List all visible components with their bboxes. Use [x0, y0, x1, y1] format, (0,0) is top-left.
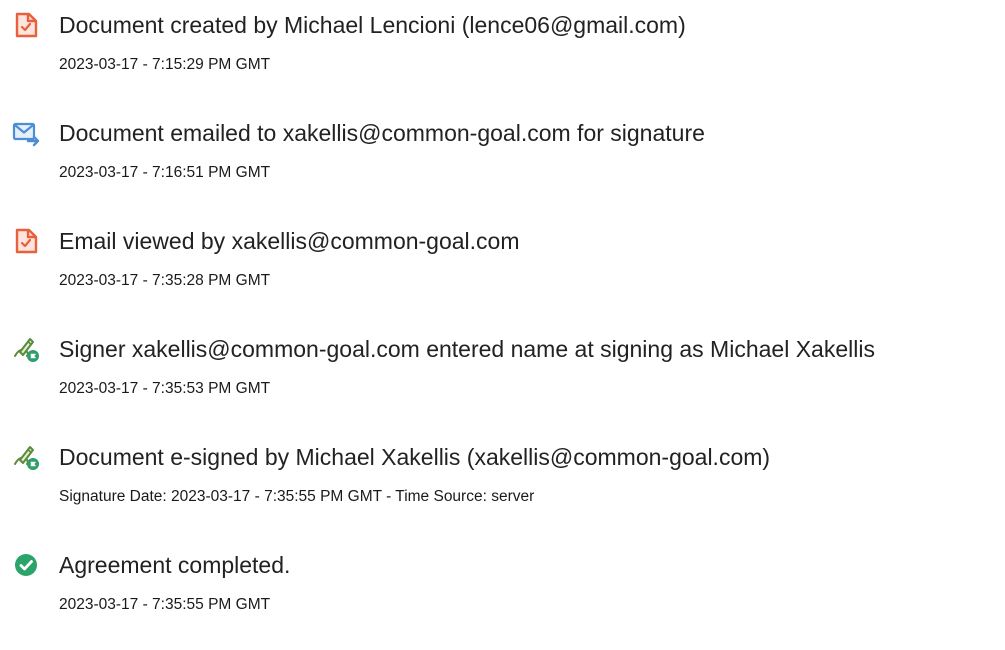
history-event-email-viewed — [0, 216, 1005, 306]
event-timestamp: 2023-03-17 - 7:35:53 PM GMT — [59, 380, 271, 397]
event-timestamp: 2023-03-17 - 7:15:29 PM GMT — [59, 56, 271, 73]
history-event-document-emailed — [0, 108, 1005, 198]
event-title: Document e-signed by Michael Xakellis (xakellis@common-goal.com) — [59, 444, 771, 470]
event-title: Agreement completed. — [59, 552, 291, 578]
check-circle-icon — [11, 550, 41, 580]
event-title: Document emailed to xakellis@common-goal.com for signature — [59, 120, 705, 146]
history-event-e-signed — [0, 432, 1005, 522]
history-event-name-entered — [0, 324, 1005, 414]
history-event-document-created — [0, 0, 1005, 90]
email-sent-icon — [11, 118, 41, 148]
event-title: Signer xakellis@common-goal.com entered name at signing as Michael Xakellis — [59, 336, 875, 362]
document-created-icon — [11, 10, 41, 40]
history-event-agreement-completed — [0, 540, 1005, 630]
email-viewed-icon — [11, 226, 41, 256]
e-sign-pen-icon — [11, 334, 41, 364]
event-timestamp: 2023-03-17 - 7:35:28 PM GMT — [59, 272, 271, 289]
e-sign-pen-icon — [11, 442, 41, 472]
event-timestamp: 2023-03-17 - 7:16:51 PM GMT — [59, 164, 271, 181]
event-title: Document created by Michael Lencioni (lence06@gmail.com) — [59, 12, 686, 38]
signature-date-detail: Signature Date: 2023-03-17 - 7:35:55 PM GMT - Time Source: server — [59, 488, 535, 505]
event-timestamp: 2023-03-17 - 7:35:55 PM GMT — [59, 596, 271, 613]
event-title: Email viewed by xakellis@common-goal.com — [59, 228, 520, 254]
